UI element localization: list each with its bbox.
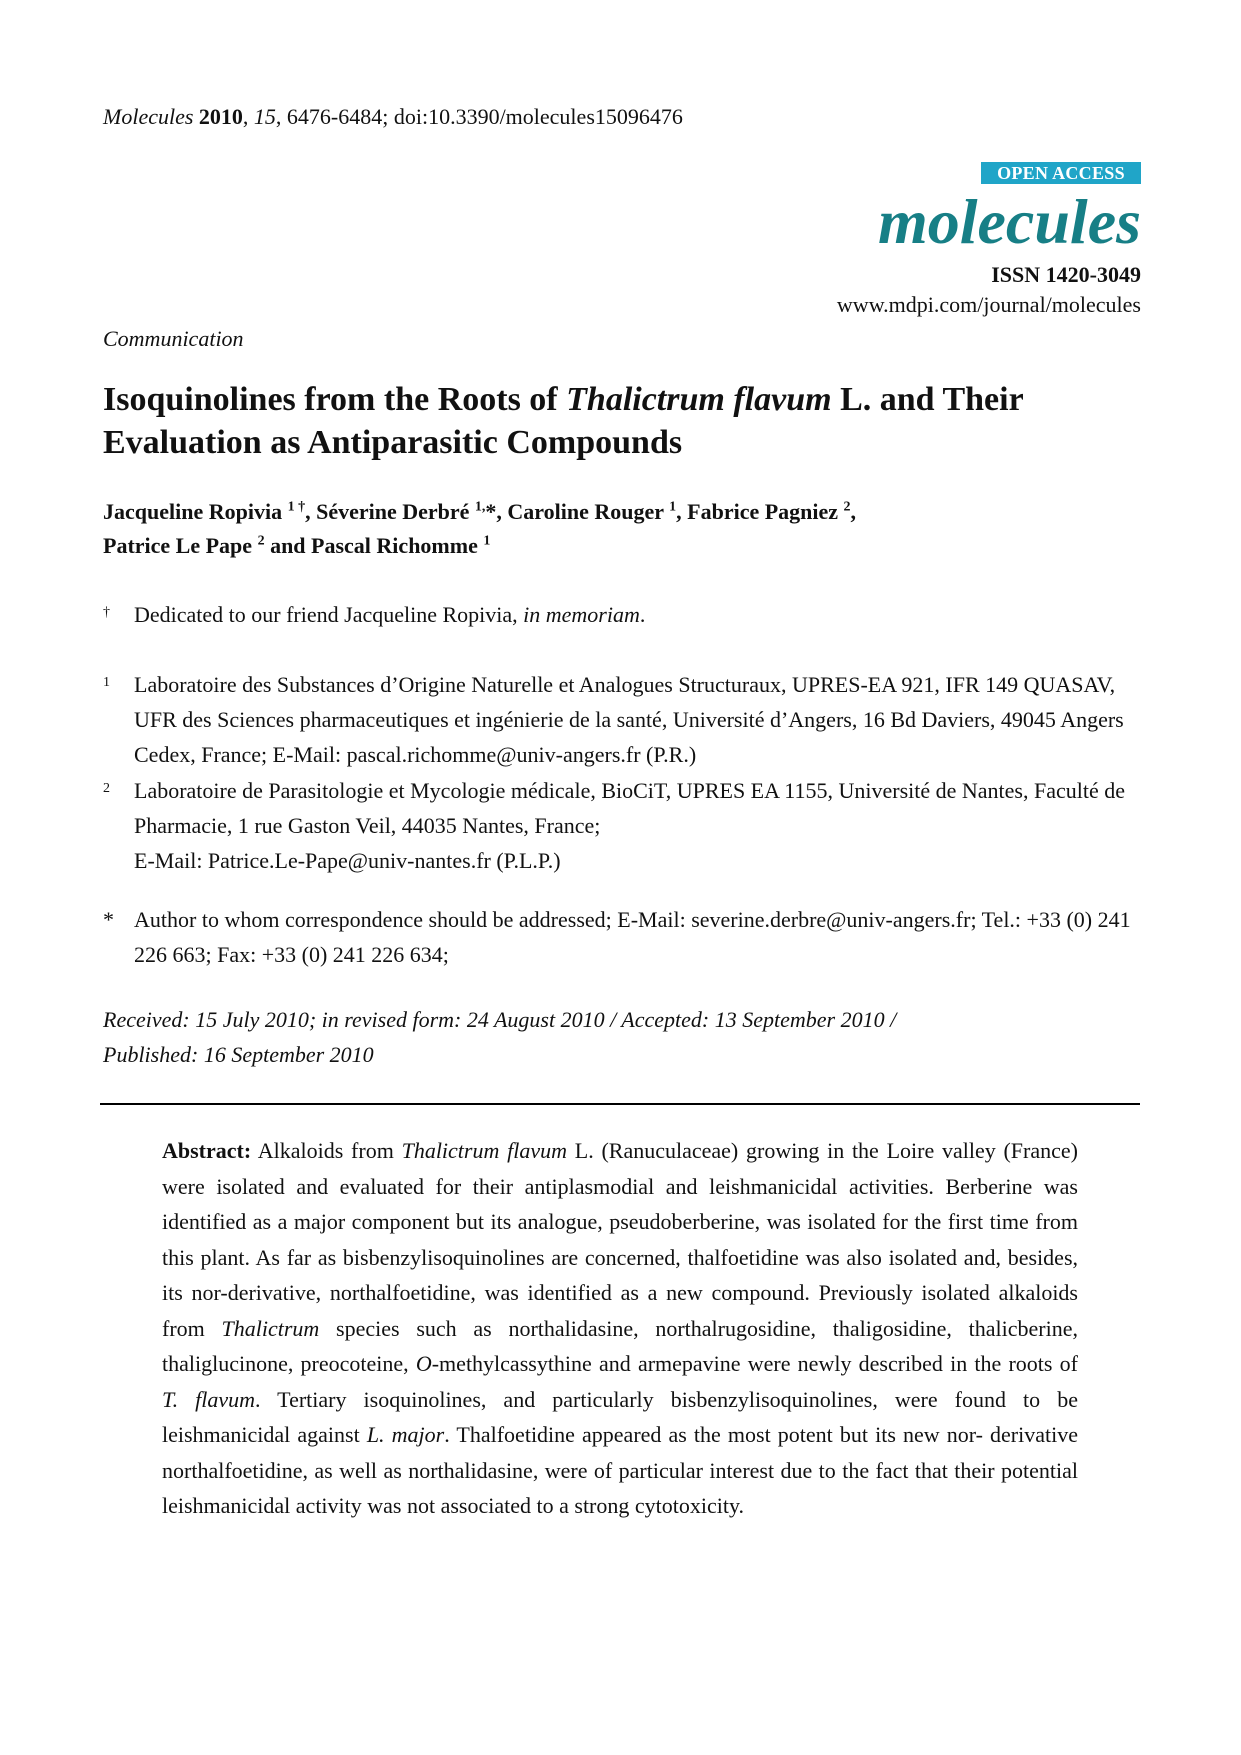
open-access-badge: OPEN ACCESS — [981, 162, 1141, 184]
abstract — [162, 1133, 1078, 1524]
citation-line: Molecules 2010, 15, 6476-6484; doi:10.3390/molecules15096476 — [103, 104, 683, 129]
citation-year: 2010 — [198, 104, 243, 129]
dedication-text: Dedicated to our friend Jacqueline Ropivia, — [134, 602, 524, 627]
author-name: Séverine Derbré — [316, 499, 470, 524]
abstract-italic: L. major — [366, 1422, 445, 1447]
abstract-italic: Thalictrum flavum — [401, 1138, 567, 1163]
abstract-label: Abstract: — [162, 1138, 252, 1163]
author-separator: and — [264, 533, 312, 558]
author-name: Patrice Le Pape — [103, 533, 253, 558]
title-species: Thalictrum flavum — [566, 381, 832, 418]
affiliation-1 — [103, 667, 1143, 772]
correspondence-note — [103, 902, 1143, 972]
author-affiliation: 1, — [474, 499, 486, 515]
author-affiliation: 1 — [483, 533, 491, 549]
author-affiliation: 1 † — [287, 499, 306, 515]
author-affiliation: 1 — [669, 499, 677, 515]
journal-logo: molecules — [877, 186, 1141, 257]
abstract-italic: O — [415, 1351, 432, 1376]
author-name: Jacqueline Ropivia — [103, 499, 283, 524]
correspondence-text: Author to whom correspondence should be addressed; E-Mail: severine.derbre@univ-angers.fr; Tel.: +33 (0) 241 226 663; Fax: +33 (0) 241 226 634; — [134, 907, 1131, 967]
author-separator: , — [496, 499, 508, 524]
author-name: Fabrice Pagniez — [687, 499, 839, 524]
affiliation-mark: 2 — [103, 781, 110, 796]
affiliation-mark: 1 — [103, 675, 110, 690]
affiliation-1-text: Laboratoire des Substances d’Origine Naturelle et Analogues Structuraux, UPRES-EA 921, IFR 149 QUASAV, UFR des Sciences pharmaceutiques et ingénierie de la santé, Université d’Angers, 16 Bd Daviers, 49045 Angers Cedex, France; E-Mail: pascal.richomme@univ-angers.fr (P.R.) — [134, 672, 1124, 767]
abstract-text: . Tertiary isoquinolines, and particularly bisbenzylisoquinolines, were found to be leishmanicidal against — [162, 1386, 1078, 1447]
affiliation-2-text: Laboratoire de Parasitologie et Mycologie médicale, BioCiT, UPRES EA 1155, Université de Nantes, Faculté de Pharmacie, 1 rue Gaston Veil, 44035 Nantes, France; — [134, 778, 1125, 838]
affiliation-2 — [103, 773, 1143, 878]
article-type: Communication — [103, 326, 244, 351]
dates-line-2: Published: 16 September 2010 — [103, 1042, 374, 1067]
citation-volume: 15 — [253, 104, 276, 129]
abstract-text: -methylcassythine and armepavine were newly described in the roots of — [431, 1351, 1078, 1376]
dagger-mark: † — [103, 605, 110, 620]
asterisk-mark: * — [103, 907, 114, 932]
author-affiliation: 2 — [843, 499, 851, 515]
abstract-text: . Thalfoetidine appeared as the most potent but its new nor- derivative northalfoetidine, as well as northalidasine, were of particular interest due to the fact that their potential leishmanicidal activity was not associated to a strong cytotoxicity. — [162, 1422, 1079, 1518]
journal-name: Molecules — [103, 104, 194, 129]
journal-url[interactable]: www.mdpi.com/journal/molecules — [836, 292, 1141, 317]
dedication-note — [103, 597, 1143, 632]
abstract-text: L. (Ranuculaceae) growing in the Loire valley (France) were isolated and evaluated for their antiplasmodial and leishmanicidal activities. Berberine was identified as a major component but its analogue, pseudoberberine, was isolated for the first time from this plant. As far as bisbenzylisoquinolines are concerned, thalfoetidine was also isolated and, besides, its nor-derivative, northalfoetidine, was identified as a new compound. Previously isolated alkaloids from — [162, 1138, 1078, 1341]
corresponding-mark: * — [485, 499, 497, 524]
dedication-italic: in memoriam — [523, 602, 640, 627]
issn: ISSN 1420-3049 — [991, 262, 1141, 287]
abstract-text: Alkaloids from — [251, 1138, 402, 1163]
publication-dates — [103, 1002, 1143, 1072]
author-separator: , — [305, 499, 317, 524]
author-separator: , — [676, 499, 688, 524]
abstract-italic: Thalictrum — [221, 1315, 320, 1341]
author-list — [103, 495, 1143, 563]
citation-doi[interactable]: , 6476-6484; doi:10.3390/molecules15096476 — [275, 104, 683, 129]
dates-line-1: Received: 15 July 2010; in revised form: 24 August 2010 / Accepted: 13 September 2010 / — [103, 1007, 897, 1032]
author-name: Pascal Richomme — [311, 533, 478, 558]
author-separator: , — [850, 499, 857, 524]
title-part-2: L. and Their Evaluation as Antiparasitic Compounds — [103, 381, 1024, 461]
dedication-end: . — [639, 602, 646, 627]
author-affiliation: 2 — [257, 533, 265, 549]
abstract-text: species such as northalidasine, northalrugosidine, thaligosidine, thalicberine, thaliglucinone, preocoteine, — [162, 1315, 1078, 1376]
title-part-1: Isoquinolines from the Roots of — [103, 381, 567, 418]
affiliation-2-email: E-Mail: Patrice.Le-Pape@univ-nantes.fr (P.L.P.) — [134, 848, 561, 873]
author-name: Caroline Rouger — [507, 499, 664, 524]
paper-title — [103, 378, 1143, 464]
abstract-italic: T. flavum — [162, 1386, 256, 1412]
divider — [100, 1103, 1140, 1105]
